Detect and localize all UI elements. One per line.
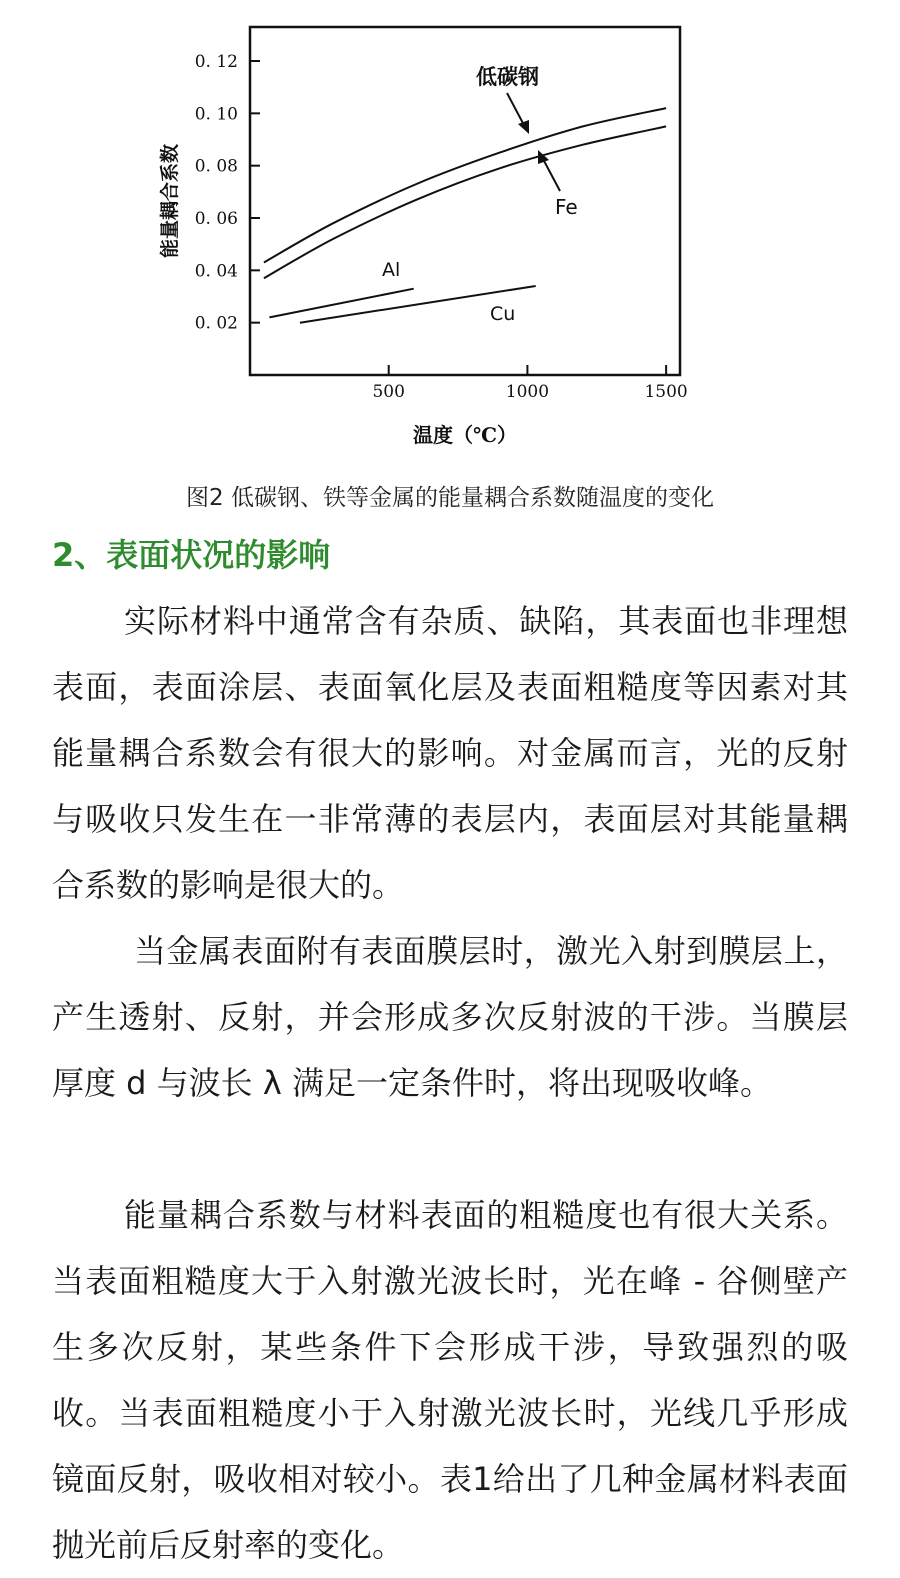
- y-axis-label: 能量耦合系数: [159, 143, 181, 259]
- section-title: 2、表面状况的影响: [52, 536, 331, 574]
- series-line: [264, 108, 666, 262]
- x-tick-label: 1500: [644, 382, 688, 402]
- y-tick-label: 0. 06: [194, 209, 238, 230]
- figure-caption: 图2 低碳钢、铁等金属的能量耦合系数随温度的变化: [186, 485, 714, 511]
- plot-frame: [250, 27, 680, 375]
- arrowhead-fe: [538, 150, 549, 164]
- series-label-low-carbon-steel: 低碳钢: [476, 64, 539, 89]
- series-label-fe: Fe: [555, 195, 578, 219]
- series-label-cu: Cu: [490, 303, 516, 325]
- series-line: [269, 289, 413, 318]
- paragraph: 当金属表面附有表面膜层时，激光入射到膜层上，产生透射、反射，并会形成多次反射波的干涉。当膜层厚度 d 与波长 λ 满足一定条件时，将出现吸收峰。: [52, 932, 848, 1102]
- y-tick-label: 0. 04: [194, 261, 238, 282]
- arrow-low-carbon-steel: [507, 93, 525, 127]
- y-tick-label: 0. 10: [194, 104, 238, 125]
- y-tick-label: 0. 12: [194, 52, 238, 73]
- x-axis-ticks: [372, 365, 687, 402]
- arrowhead-low-carbon-steel: [518, 120, 529, 134]
- paragraph: 实际材料中通常含有杂质、缺陷，其表面也非理想表面，表面涂层、表面氧化层及表面粗糙度等因素对其能量耦合系数会有很大的影响。对金属而言，光的反射与吸收只发生在一非常薄的表层内，表面层对其能量耦合系数的影响是很大的。: [52, 602, 848, 904]
- y-tick-label: 0. 02: [194, 313, 238, 334]
- paragraph: 能量耦合系数与材料表面的粗糙度也有很大关系。当表面粗糙度大于入射激光波长时，光在峰 - 谷侧壁产生多次反射，某些条件下会形成干涉，导致强烈的吸收。当表面粗糙度小于入射激光波长时，光线几乎形成镜面反射，吸收相对较小。表1给出了几种金属材料表面抛光前后反射率的变化。: [52, 1196, 848, 1564]
- arrow-fe: [543, 159, 560, 191]
- series-curves: [264, 108, 666, 323]
- x-axis-label: 温度（℃）: [413, 423, 517, 447]
- coupling-coefficient-chart: [0, 0, 900, 470]
- x-tick-label: 500: [372, 382, 405, 402]
- x-tick-label: 1000: [505, 382, 550, 402]
- series-line: [264, 126, 666, 278]
- series-label-al: Al: [382, 259, 401, 281]
- y-tick-label: 0. 08: [194, 156, 238, 177]
